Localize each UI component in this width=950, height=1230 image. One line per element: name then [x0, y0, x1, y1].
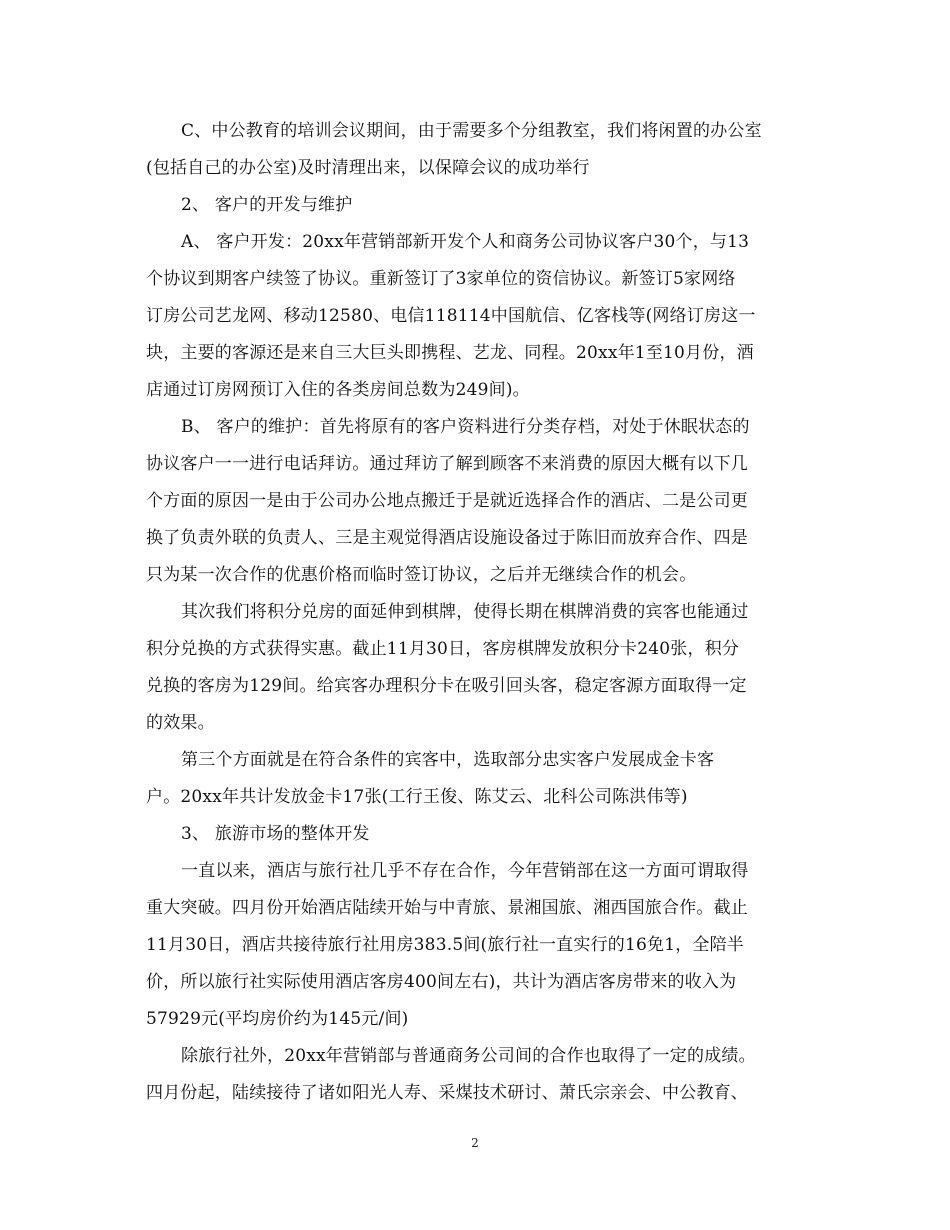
text-line: A、 客户开发：20xx年营销部新开发个人和商务公司协议客户30个，与13	[181, 232, 750, 252]
text-line: 第三个方面就是在符合条件的宾客中，选取部分忠实客户发展成金卡客	[181, 750, 715, 770]
document-body	[146, 113, 806, 1112]
section-heading: 2、 客户的开发与维护	[181, 195, 353, 215]
text-line: 11月30日，酒店共接待旅行社用房383.5间(旅行社一直实行的16免1，全陪半	[146, 935, 745, 955]
text-line: (包括自己的办公室)及时清理出来，以保障会议的成功举行	[146, 158, 590, 178]
text-line: 57929元(平均房价约为145元/间)	[146, 1009, 409, 1029]
text-line: 其次我们将积分兑房的面延伸到棋牌，使得长期在棋牌消费的宾客也能通过	[181, 602, 749, 622]
text-line: 店通过订房网预订入住的各类房间总数为249间)。	[146, 380, 530, 400]
text-line: B、 客户的维护：首先将原有的客户资料进行分类存档，对处于休眠状态的	[181, 417, 750, 437]
text-line: 个方面的原因一是由于公司办公地点搬迁于是就近选择合作的酒店、二是公司更	[146, 491, 748, 511]
text-line: C、中公教育的培训会议期间，由于需要多个分组教室，我们将闲置的办公室	[181, 121, 762, 141]
text-line: 只为某一次合作的优惠价格而临时签订协议，之后并无继续合作的机会。	[146, 565, 697, 585]
section-heading: 3、 旅游市场的整体开发	[181, 824, 370, 844]
text-line: 的效果。	[146, 713, 215, 733]
text-line: 块，主要的客源还是来自三大巨头即携程、艺龙、同程。20xx年1至10月份，酒	[146, 343, 754, 363]
text-line: 价，所以旅行社实际使用酒店客房400间左右)，共计为酒店客房带来的收入为	[146, 972, 737, 992]
text-line: 除旅行社外，20xx年营销部与普通商务公司间的合作也取得了一定的成绩。	[181, 1046, 756, 1066]
page-number: 2	[471, 1136, 479, 1150]
text-line: 订房公司艺龙网、移动12580、电信118114中国航信、亿客栈等(网络订房这一	[146, 306, 756, 326]
text-line: 一直以来，酒店与旅行社几乎不存在合作，今年营销部在这一方面可谓取得	[181, 861, 749, 881]
text-line: 四月份起，陆续接待了诸如阳光人寿、采煤技术研讨、萧氏宗亲会、中公教育、	[146, 1083, 748, 1103]
text-line: 个协议到期客户续签了协议。重新签订了3家单位的资信协议。新签订5家网络	[146, 269, 736, 289]
text-line: 户。20xx年共计发放金卡17张(工行王俊、陈艾云、北科公司陈洪伟等)	[146, 787, 688, 807]
text-line: 积分兑换的方式获得实惠。截止11月30日，客房棋牌发放积分卡240张，积分	[146, 639, 740, 659]
text-line: 重大突破。四月份开始酒店陆续开始与中青旅、景湘国旅、湘西国旅合作。截止	[146, 898, 748, 918]
text-line: 兑换的客房为129间。给宾客办理积分卡在吸引回头客，稳定客源方面取得一定	[146, 676, 747, 696]
text-line: 换了负责外联的负责人、三是主观觉得酒店设施设备过于陈旧而放弃合作、四是	[146, 528, 748, 548]
text-line: 协议客户一一进行电话拜访。通过拜访了解到顾客不来消费的原因大概有以下几	[146, 454, 748, 474]
